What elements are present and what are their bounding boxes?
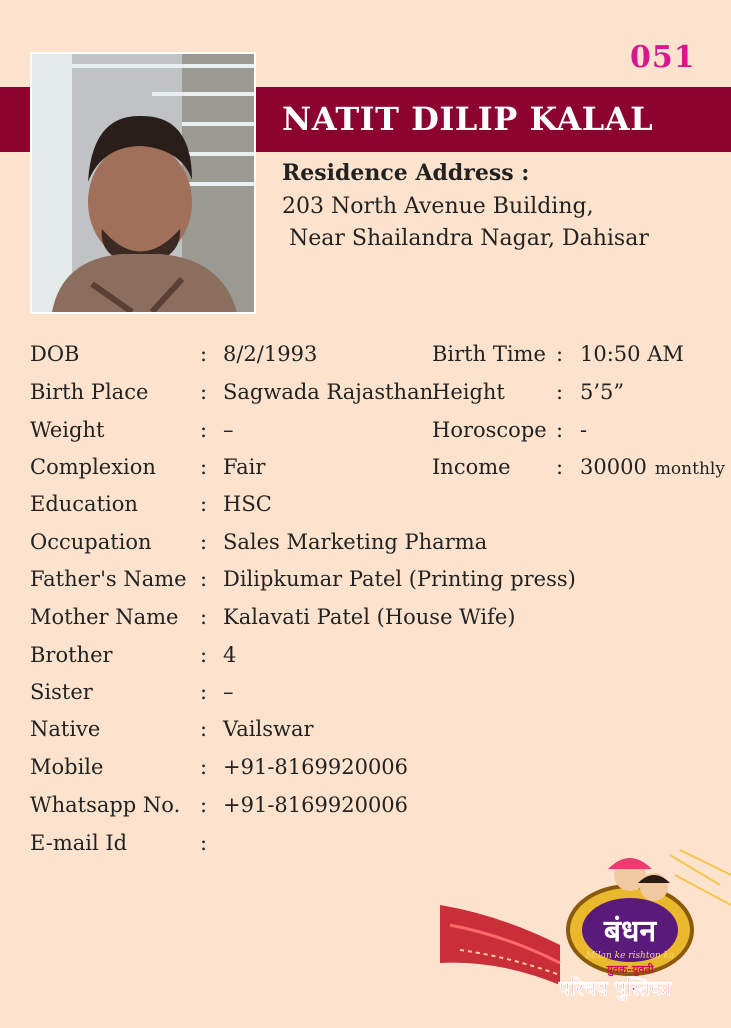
field-colon: : xyxy=(556,342,564,366)
logo-tagline: Milan ke rishton ka xyxy=(585,951,675,961)
card-number: 051 xyxy=(630,40,696,75)
address-heading: Residence Address : xyxy=(282,160,530,186)
field-value: HSC xyxy=(223,492,272,516)
field-colon: : xyxy=(200,755,208,779)
field-label: Whatsapp No. xyxy=(30,793,181,817)
field-label: Sister xyxy=(30,680,93,704)
candidate-name: NATIT DILIP KALAL xyxy=(282,100,654,138)
address-line-2: Near Shailandra Nagar, Dahisar xyxy=(282,226,649,251)
field-label: Horoscope xyxy=(432,418,547,442)
field-label: Birth Time xyxy=(432,342,546,366)
field-label: Income xyxy=(432,455,511,479)
field-colon: : xyxy=(556,380,564,404)
field-colon: : xyxy=(556,455,564,479)
field-value: Sagwada Rajasthan xyxy=(223,380,434,404)
field-value: 4 xyxy=(223,643,237,667)
address-line-1: 203 North Avenue Building, xyxy=(282,194,594,219)
field-value: Dilipkumar Patel (Printing press) xyxy=(223,567,576,591)
logo-sub-text: युवक-युवती xyxy=(606,963,654,976)
field-label: Height xyxy=(432,380,505,404)
field-colon: : xyxy=(200,530,208,554)
field-value: +91-8169920006 xyxy=(223,793,409,817)
field-value: 8/2/1993 xyxy=(223,342,318,366)
logo-bottom-text: परिचय पुस्तिका xyxy=(558,976,672,1000)
field-label: DOB xyxy=(30,342,80,366)
field-value xyxy=(580,455,725,479)
bandhan-logo xyxy=(440,845,731,1024)
field-colon: : xyxy=(200,342,208,366)
field-label: Mother Name xyxy=(30,605,179,629)
field-value: 10:50 AM xyxy=(580,342,684,366)
field-label: Mobile xyxy=(30,755,104,779)
profile-photo xyxy=(30,52,256,314)
field-value: - xyxy=(580,418,588,442)
income-amount: 30000 xyxy=(580,455,647,479)
field-label: Occupation xyxy=(30,530,152,554)
field-colon: : xyxy=(200,793,208,817)
field-colon: : xyxy=(200,455,208,479)
income-unit: monthly xyxy=(654,459,725,479)
field-label: Brother xyxy=(30,643,113,667)
field-label: Father's Name xyxy=(30,567,187,591)
field-colon: : xyxy=(200,380,208,404)
field-label: Complexion xyxy=(30,455,156,479)
field-colon: : xyxy=(200,831,208,855)
field-label: Native xyxy=(30,717,101,741)
field-value: 5’5” xyxy=(580,380,625,404)
field-label: E-mail Id xyxy=(30,831,128,855)
field-value: Fair xyxy=(223,455,266,479)
field-value: Kalavati Patel (House Wife) xyxy=(223,605,516,629)
field-value: Vailswar xyxy=(223,717,314,741)
field-label: Weight xyxy=(30,418,105,442)
field-value: +91-8169920006 xyxy=(223,755,409,779)
field-colon: : xyxy=(200,605,208,629)
field-label: Education xyxy=(30,492,138,516)
field-colon: : xyxy=(200,492,208,516)
field-colon: : xyxy=(200,418,208,442)
field-colon: : xyxy=(200,680,208,704)
field-colon: : xyxy=(556,418,564,442)
field-value: Sales Marketing Pharma xyxy=(223,530,488,554)
field-value: – xyxy=(223,680,234,704)
field-label: Birth Place xyxy=(30,380,149,404)
field-colon: : xyxy=(200,567,208,591)
logo-main-text: बंधन xyxy=(603,914,657,949)
field-colon: : xyxy=(200,717,208,741)
field-value: – xyxy=(223,418,234,442)
field-colon: : xyxy=(200,643,208,667)
